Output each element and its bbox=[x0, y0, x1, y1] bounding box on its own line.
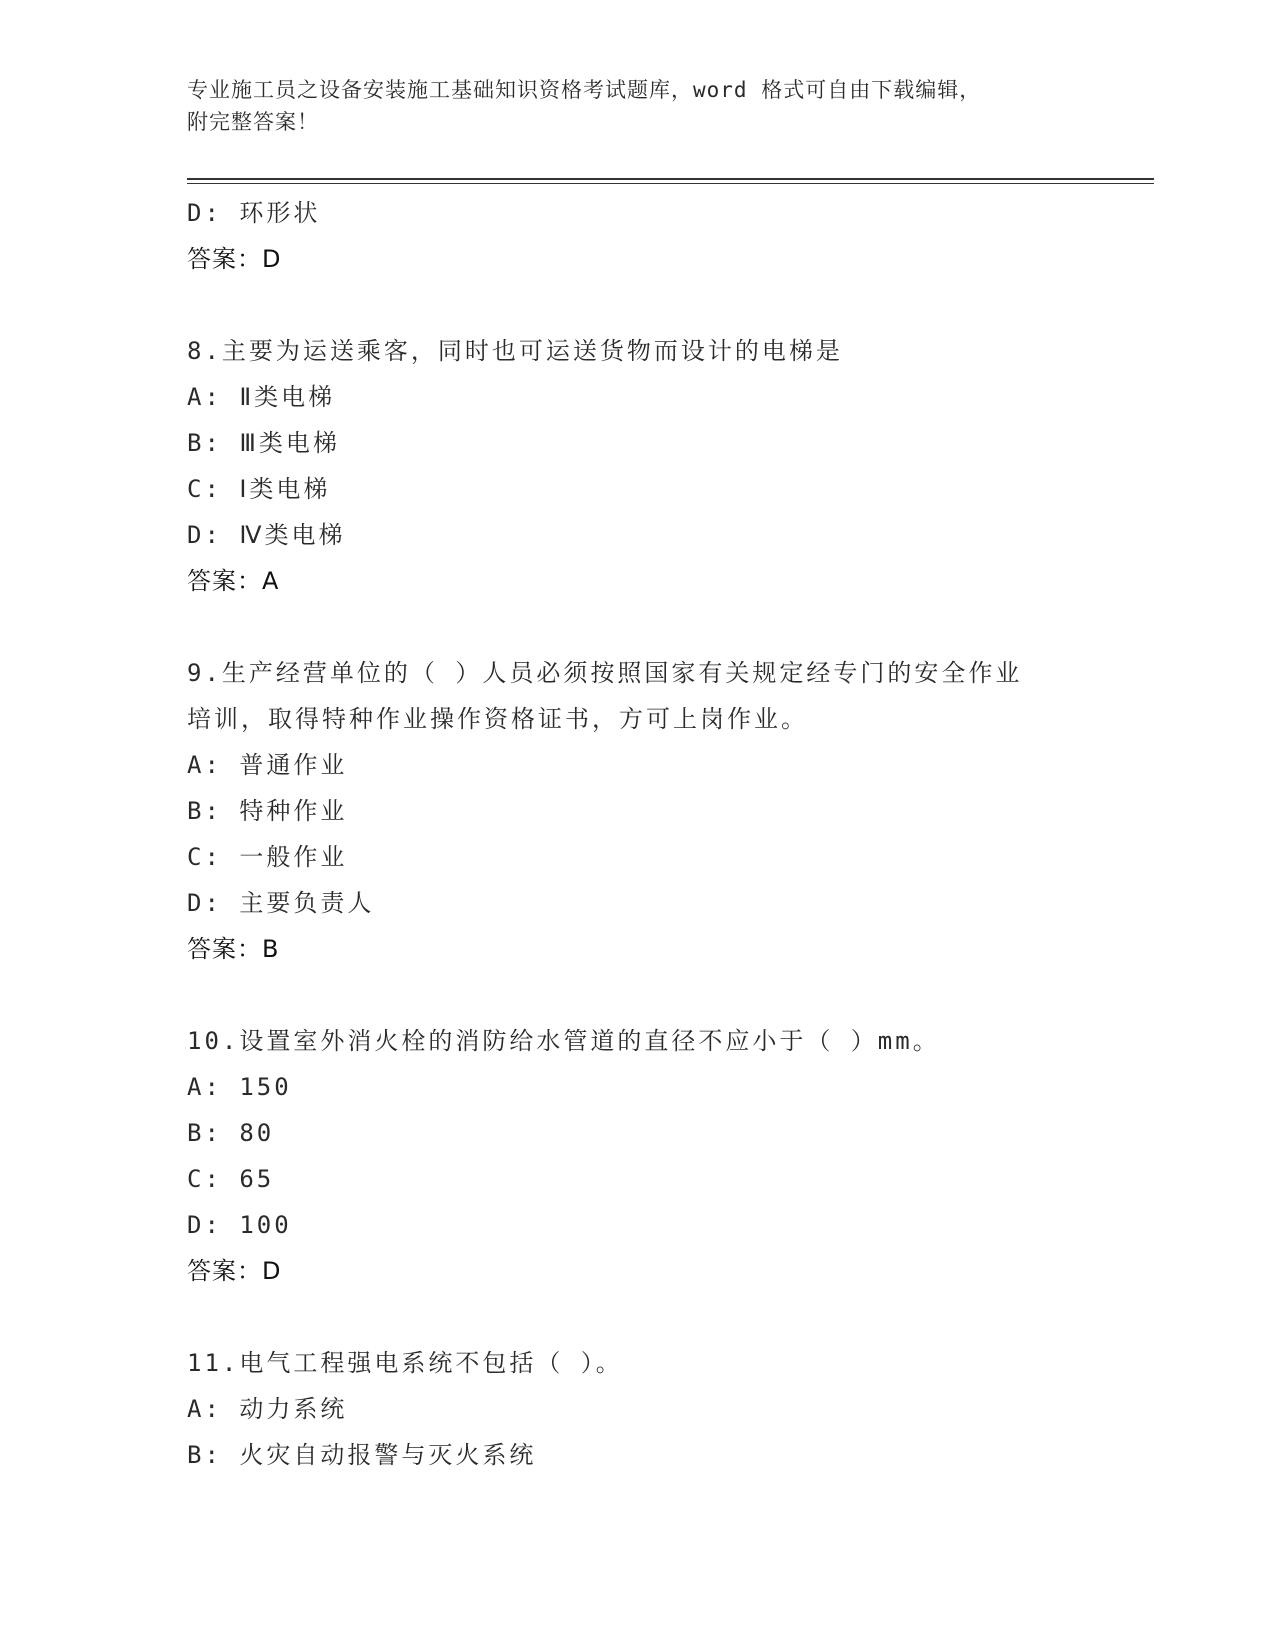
question-8 bbox=[187, 328, 1127, 604]
option-a: A: 150 bbox=[187, 1073, 292, 1101]
option-d: D: 主要负责人 bbox=[187, 889, 375, 917]
answer-line: 答案：D bbox=[187, 1257, 282, 1285]
header-line-1: 专业施工员之设备安装施工基础知识资格考试题库，word 格式可自由下载编辑， bbox=[187, 78, 982, 102]
question-11 bbox=[187, 1340, 1127, 1478]
question-stem: 8.主要为运送乘客，同时也可运送货物而设计的电梯是 bbox=[187, 337, 843, 365]
header-divider-thick bbox=[187, 178, 1154, 180]
option-b: B: Ⅲ类电梯 bbox=[187, 429, 340, 457]
option-c: C: 65 bbox=[187, 1165, 275, 1193]
answer-line: 答案：A bbox=[187, 567, 280, 595]
question-stem: 10.设置室外消火栓的消防给水管道的直径不应小于（ ）mm。 bbox=[187, 1027, 940, 1055]
header-divider-thin bbox=[187, 183, 1154, 184]
question-list bbox=[187, 190, 1127, 1478]
question-stem-line-2: 培训，取得特种作业操作资格证书，方可上岗作业。 bbox=[187, 705, 808, 733]
option-a: A: 普通作业 bbox=[187, 751, 348, 779]
question-stem: 11.电气工程强电系统不包括（ ）。 bbox=[187, 1349, 623, 1377]
document-header bbox=[187, 74, 1067, 138]
header-line-2: 附完整答案！ bbox=[187, 110, 319, 134]
option-d: D: 环形状 bbox=[187, 199, 321, 227]
question-stem-line-1: 9.生产经营单位的（ ）人员必须按照国家有关规定经专门的安全作业 bbox=[187, 659, 1023, 687]
option-d: D: Ⅳ类电梯 bbox=[187, 521, 346, 549]
spacer bbox=[187, 604, 1127, 650]
answer-line: 答案：B bbox=[187, 935, 280, 963]
spacer bbox=[187, 972, 1127, 1018]
previous-question-tail bbox=[187, 190, 1127, 282]
option-b: B: 特种作业 bbox=[187, 797, 348, 825]
spacer bbox=[187, 282, 1127, 328]
spacer bbox=[187, 1294, 1127, 1340]
option-c: C: Ⅰ类电梯 bbox=[187, 475, 331, 503]
question-10 bbox=[187, 1018, 1127, 1294]
option-b: B: 火灾自动报警与灭火系统 bbox=[187, 1441, 537, 1469]
option-a: A: Ⅱ类电梯 bbox=[187, 383, 336, 411]
answer-line: 答案：D bbox=[187, 245, 282, 273]
option-b: B: 80 bbox=[187, 1119, 275, 1147]
option-c: C: 一般作业 bbox=[187, 843, 348, 871]
question-9 bbox=[187, 650, 1127, 972]
option-a: A: 动力系统 bbox=[187, 1395, 348, 1423]
option-d: D: 100 bbox=[187, 1211, 292, 1239]
